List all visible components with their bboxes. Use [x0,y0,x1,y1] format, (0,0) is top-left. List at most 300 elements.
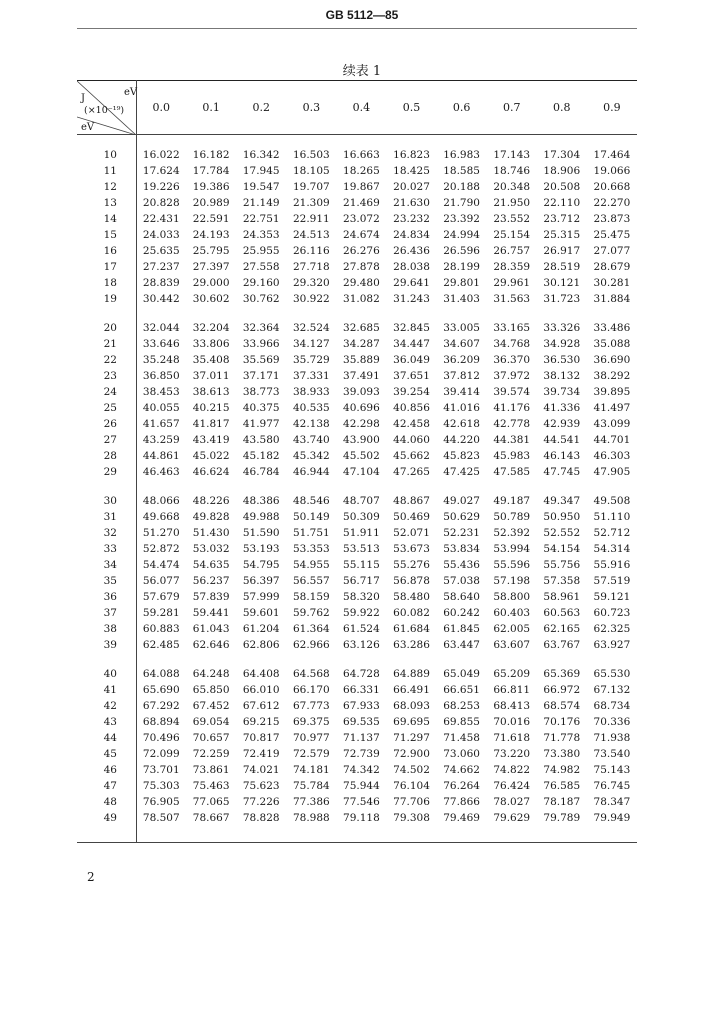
table-cell: 76.104 [393,780,430,792]
spacer-cell [136,307,186,320]
table-cell: 33.966 [242,338,280,350]
table-cell: 73.861 [192,764,230,776]
table-cell: 34.928 [543,338,581,350]
table-cell: 45.983 [493,450,531,462]
table-cell: 59.281 [142,607,180,619]
table-cell: 26.596 [443,245,480,257]
table-cell: 53.353 [292,543,330,555]
table-cell: 34.447 [393,338,430,350]
table-cell: 35.569 [242,354,280,366]
row-j-value: 10 [77,147,136,163]
table-cell: 76.264 [443,780,480,792]
table-cell: 26.276 [343,245,380,257]
table-cell: 74.021 [242,764,280,776]
spacer-cell [487,653,537,666]
table-cell: 60.723 [593,607,631,619]
table-cell: 29.480 [343,277,380,289]
table-cell: 18.425 [393,165,430,177]
table-cell: 62.325 [593,623,631,635]
table-cell: 32.364 [242,322,280,334]
table-cell: 46.624 [192,466,230,478]
table-cell: 27.718 [292,261,330,273]
table-cell: 42.778 [493,418,531,430]
row-j-value: 47 [77,778,136,794]
table-row [77,275,637,291]
table-cell: 57.839 [192,591,230,603]
table-cell: 39.254 [393,386,430,398]
table-cell: 75.303 [142,780,180,792]
table-cell: 60.082 [393,607,430,619]
table-cell: 47.585 [493,466,531,478]
table-cell: 72.099 [142,748,180,760]
table-cell: 60.883 [142,623,180,635]
table-cell: 68.093 [393,700,430,712]
table-cell: 68.413 [493,700,531,712]
table-row [77,320,637,336]
spacer-cell [77,135,136,148]
spacer-cell [236,480,286,493]
row-j-value: 36 [77,589,136,605]
table-cell: 25.475 [593,229,631,241]
table-cell: 36.370 [493,354,531,366]
table-cell: 16.503 [292,149,330,161]
table-cell: 62.005 [493,623,531,635]
row-j-value: 31 [77,509,136,525]
corner-column-label: eV [124,87,138,98]
table-cell: 64.248 [192,668,230,680]
table-cell: 53.193 [242,543,280,555]
table-row [77,432,637,448]
table-cell: 48.066 [142,495,180,507]
table-row [77,762,637,778]
table-cell: 24.353 [242,229,280,241]
spacer-cell [336,307,386,320]
table-row [77,179,637,195]
table-cell: 46.784 [242,466,280,478]
table-cell: 78.347 [593,796,631,808]
table-row [77,368,637,384]
table-cell: 42.138 [292,418,330,430]
table-cell: 62.485 [142,639,180,651]
table-cell: 46.463 [142,466,180,478]
table-cell: 63.126 [343,639,380,651]
table-cell: 40.055 [142,402,180,414]
table-cell: 54.154 [543,543,581,555]
table-cell: 79.629 [493,812,531,824]
table-cell: 29.000 [192,277,230,289]
row-j-value: 41 [77,682,136,698]
table-cell: 78.027 [493,796,531,808]
table-cell: 78.187 [543,796,581,808]
table-cell: 52.392 [493,527,531,539]
table-cell: 41.657 [142,418,180,430]
table-cell: 71.458 [443,732,480,744]
table-cell: 24.513 [292,229,330,241]
table-cell: 68.253 [443,700,480,712]
table-cell: 67.292 [142,700,180,712]
table-cell: 34.127 [292,338,330,350]
table-cell: 53.032 [192,543,230,555]
table-cell: 26.757 [493,245,531,257]
row-j-value: 33 [77,541,136,557]
table-cell: 30.922 [292,293,330,305]
table-cell: 35.248 [142,354,180,366]
row-j-value: 34 [77,557,136,573]
table-cell: 61.845 [443,623,480,635]
table-cell: 70.657 [192,732,230,744]
table-cell: 73.701 [142,764,180,776]
table-cell: 59.441 [192,607,230,619]
table-cell: 41.176 [493,402,531,414]
table-cell: 52.712 [593,527,631,539]
table-cell: 61.043 [192,623,230,635]
table-cell: 42.618 [443,418,480,430]
table-cell: 31.563 [493,293,531,305]
table-cell: 50.309 [343,511,380,523]
table-cell: 39.414 [443,386,480,398]
table-cell: 49.347 [543,495,581,507]
table-cell: 46.143 [543,450,581,462]
table-cell: 65.369 [543,668,581,680]
table-cell: 56.557 [292,575,330,587]
table-cell: 21.149 [242,197,280,209]
table-cell: 17.143 [493,149,531,161]
table-row [77,541,637,557]
table-cell: 70.977 [292,732,330,744]
column-header: 0.0 [136,81,186,135]
spacer-cell [386,826,436,843]
table-cell: 69.215 [242,716,280,728]
table-cell: 62.966 [292,639,330,651]
table-cell: 24.834 [393,229,430,241]
table-cell: 60.563 [543,607,581,619]
table-cell: 47.905 [593,466,631,478]
table-row [77,573,637,589]
table-cell: 24.994 [443,229,480,241]
table-cell: 75.143 [593,764,631,776]
table-cell: 38.132 [543,370,581,382]
table-cell: 32.685 [343,322,380,334]
table-cell: 50.950 [543,511,581,523]
table-cell: 31.723 [543,293,581,305]
table-row [77,666,637,682]
table-row [77,416,637,432]
table-cell: 68.734 [593,700,631,712]
page-number: 2 [87,870,95,884]
table-cell: 79.308 [393,812,430,824]
table-cell: 66.491 [393,684,430,696]
table-cell: 45.662 [393,450,430,462]
table-row [77,509,637,525]
table-cell: 60.242 [443,607,480,619]
table-cell: 17.304 [543,149,581,161]
table-cell: 77.065 [192,796,230,808]
row-j-value: 40 [77,666,136,682]
table-cell: 30.281 [593,277,631,289]
row-j-value: 24 [77,384,136,400]
table-cell: 40.375 [242,402,280,414]
table-cell: 38.292 [593,370,631,382]
table-cell: 19.066 [593,165,631,177]
table-cell: 47.104 [343,466,380,478]
table-cell: 49.988 [242,511,280,523]
table-cell: 41.336 [543,402,581,414]
table-cell: 50.469 [393,511,430,523]
column-header: 0.8 [537,81,587,135]
table-cell: 36.049 [393,354,430,366]
table-cell: 56.237 [192,575,230,587]
table-cell: 44.701 [593,434,631,446]
spacer-cell [537,307,587,320]
spacer-cell [587,653,637,666]
table-cell: 30.602 [192,293,230,305]
spacer-cell [77,480,136,493]
table-cell: 17.784 [192,165,230,177]
table-cell: 62.165 [543,623,581,635]
table-cell: 70.817 [242,732,280,744]
table-cell: 16.022 [142,149,180,161]
table-cell: 69.535 [343,716,380,728]
table-cell: 51.590 [242,527,280,539]
table-cell: 56.717 [343,575,380,587]
table-cell: 37.812 [443,370,480,382]
spacer-cell [236,826,286,843]
table-cell: 27.397 [192,261,230,273]
table-cell: 41.817 [192,418,230,430]
table-row [77,352,637,368]
table-caption: 续表 1 [342,64,382,79]
table-cell: 57.679 [142,591,180,603]
table-cell: 57.198 [493,575,531,587]
table-cell: 53.994 [493,543,531,555]
table-cell: 25.955 [242,245,280,257]
table-cell: 43.419 [192,434,230,446]
table-cell: 71.938 [593,732,631,744]
row-j-value: 19 [77,291,136,307]
table-cell: 49.668 [142,511,180,523]
spacer-cell [437,135,487,148]
table-cell: 28.839 [142,277,180,289]
table-cell: 27.878 [343,261,380,273]
table-cell: 66.170 [292,684,330,696]
table-cell: 64.088 [142,668,180,680]
table-cell: 70.176 [543,716,581,728]
table-row [77,464,637,480]
table-cell: 44.060 [393,434,430,446]
table-cell: 23.072 [343,213,380,225]
table-cell: 19.386 [192,181,230,193]
table-cell: 67.612 [242,700,280,712]
table-cell: 39.895 [593,386,631,398]
row-j-value: 44 [77,730,136,746]
table-cell: 34.768 [493,338,531,350]
table-cell: 36.209 [443,354,480,366]
table-cell: 77.226 [242,796,280,808]
table-cell: 55.436 [443,559,480,571]
table-row [77,336,637,352]
table-cell: 16.342 [242,149,280,161]
table-cell: 45.823 [443,450,480,462]
table-cell: 48.867 [393,495,430,507]
table-cell: 74.181 [292,764,330,776]
table-cell: 73.540 [593,748,631,760]
table-cell: 18.105 [292,165,330,177]
table-row [77,730,637,746]
row-j-value: 39 [77,637,136,653]
spacer-cell [587,135,637,148]
table-cell: 69.855 [443,716,480,728]
table-cell: 55.276 [393,559,430,571]
table-cell: 69.695 [393,716,430,728]
table-cell: 22.431 [142,213,180,225]
table-cell: 51.751 [292,527,330,539]
table-cell: 36.530 [543,354,581,366]
table-cell: 49.187 [493,495,531,507]
table-cell: 48.707 [343,495,380,507]
spacer-cell [286,826,336,843]
table-cell: 67.452 [192,700,230,712]
table-cell: 47.265 [393,466,430,478]
table-cell: 64.568 [292,668,330,680]
table-cell: 52.071 [393,527,430,539]
table-row [77,605,637,621]
table-cell: 54.635 [192,559,230,571]
table-cell: 69.375 [292,716,330,728]
table-cell: 76.905 [142,796,180,808]
table-cell: 75.463 [192,780,230,792]
table-cell: 40.696 [343,402,380,414]
table-cell: 51.911 [343,527,380,539]
row-j-value: 38 [77,621,136,637]
spacer-cell [487,480,537,493]
table-cell: 71.297 [393,732,430,744]
table-cell: 63.286 [393,639,430,651]
table-cell: 18.906 [543,165,581,177]
table-cell: 35.088 [593,338,631,350]
spacer-cell [77,826,136,843]
table-cell: 42.939 [543,418,581,430]
table-cell: 31.082 [343,293,380,305]
table-cell: 42.298 [343,418,380,430]
row-j-value: 30 [77,493,136,509]
table-cell: 25.315 [543,229,581,241]
table-cell: 19.707 [292,181,330,193]
table-cell: 76.585 [543,780,581,792]
table-cell: 22.270 [593,197,631,209]
table-cell: 78.507 [142,812,180,824]
table-cell: 71.778 [543,732,581,744]
table-cell: 67.933 [343,700,380,712]
table-cell: 66.651 [443,684,480,696]
table-cell: 73.220 [493,748,531,760]
table-cell: 22.911 [292,213,330,225]
table-cell: 31.403 [443,293,480,305]
table-cell: 22.110 [543,197,581,209]
table-row [77,147,637,163]
spacer-cell [236,307,286,320]
column-header: 0.7 [487,81,537,135]
table-cell: 63.767 [543,639,581,651]
row-j-value: 27 [77,432,136,448]
table-cell: 59.121 [593,591,631,603]
table-cell: 70.016 [493,716,531,728]
table-cell: 32.524 [292,322,330,334]
table-cell: 74.982 [543,764,581,776]
table-cell: 45.022 [192,450,230,462]
table-row [77,195,637,211]
table-cell: 39.574 [493,386,531,398]
spacer-cell [386,307,436,320]
table-cell: 27.077 [593,245,631,257]
table-cell: 63.447 [443,639,480,651]
table-cell: 35.729 [292,354,330,366]
row-j-value: 22 [77,352,136,368]
table-cell: 19.547 [242,181,280,193]
table-body [77,135,637,843]
spacer-cell [437,307,487,320]
table-cell: 26.917 [543,245,581,257]
table-cell: 55.115 [343,559,380,571]
table-cell: 58.800 [493,591,531,603]
table-cell: 62.806 [242,639,280,651]
table-cell: 54.474 [142,559,180,571]
row-j-value: 17 [77,259,136,275]
table-cell: 71.137 [343,732,380,744]
row-j-value: 37 [77,605,136,621]
table-cell: 28.359 [493,261,531,273]
table-cell: 33.005 [443,322,480,334]
table-cell: 57.519 [593,575,631,587]
table-cell: 20.668 [593,181,631,193]
table-cell: 51.110 [593,511,631,523]
row-j-value: 35 [77,573,136,589]
column-header: 0.2 [236,81,286,135]
table-cell: 62.646 [192,639,230,651]
column-header: 0.1 [186,81,236,135]
row-j-value: 42 [77,698,136,714]
table-cell: 65.209 [493,668,531,680]
column-header: 0.9 [587,81,637,135]
table-cell: 57.358 [543,575,581,587]
spacer-cell [336,480,386,493]
table-cell: 30.442 [142,293,180,305]
row-j-value: 16 [77,243,136,259]
table-cell: 68.894 [142,716,180,728]
table-cell: 48.546 [292,495,330,507]
row-j-value: 46 [77,762,136,778]
table-cell: 65.690 [142,684,180,696]
table-cell: 78.988 [292,812,330,824]
table-cell: 28.038 [393,261,430,273]
spacer-cell [487,826,537,843]
table-cell: 74.502 [393,764,430,776]
row-j-value: 25 [77,400,136,416]
spacer-cell [437,826,487,843]
table-cell: 38.453 [142,386,180,398]
table-cell: 66.811 [493,684,531,696]
table-cell: 58.961 [543,591,581,603]
table-cell: 55.916 [593,559,631,571]
table-cell: 65.850 [192,684,230,696]
table-cell: 78.667 [192,812,230,824]
spacer-cell [186,653,236,666]
spacer-cell [386,480,436,493]
conversion-table-container [77,80,637,843]
spacer-cell [286,135,336,148]
spacer-cell [186,826,236,843]
table-cell: 39.093 [343,386,380,398]
table-row [77,621,637,637]
